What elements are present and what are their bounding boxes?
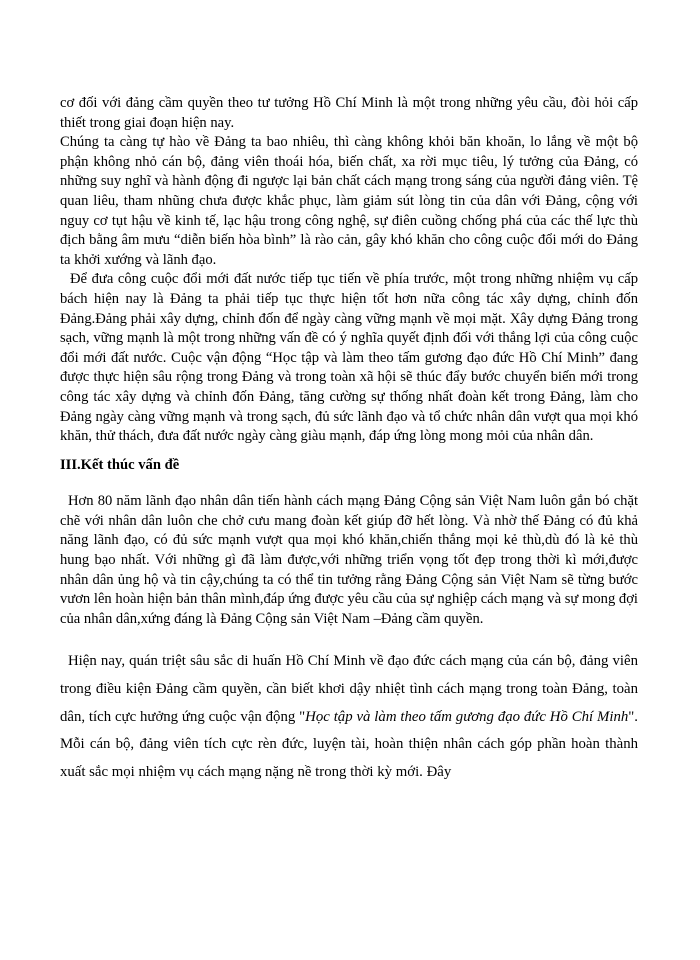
section-heading: III.Kết thúc vấn đề (60, 456, 180, 473)
paragraph-4: Hơn 80 năm lãnh đạo nhân dân tiến hành cách mạng Đảng Cộng sản Việt Nam luôn gắn bó chặt chẽ với nhân dân luôn che chở cưu mang đoàn kết giúp đỡ hết lòng. Và nhờ thế Đảng có đủ khả năng lãnh đạo, có đủ sức mạnh vượt qua mọi khó khăn,chiến thắng mọi kẻ thù,dù đó là kẻ thù hung bạo nhất. Với những gì đã làm được,với những triển vọng tốt đẹp trong thời kì mới,được nhân dân ủng hộ và tin cậy,chúng ta có thể tin tưởng rằng Đảng Cộng sản Việt Nam sẽ từng bước vươn lên hoàn hiện bản thân mình,đáp ứng được yêu cầu của sự nghiệp cách mạng và sự mong đợi của nhân dân,xứng đáng là Đảng Cộng sản Việt Nam –Đảng cầm quyền. (60, 493, 638, 627)
paragraph-1: cơ đối với đảng cầm quyền theo tư tưởng Hồ Chí Minh là một trong những yêu cầu, đòi hỏi cấp thiết trong giai đoạn hiện nay. (60, 95, 638, 131)
document-body (60, 94, 638, 786)
paragraph-5-start: Hiện nay, quán triệt sâu sắc di huấn Hồ Chí Minh về đạo đức cách mạng của cán bộ, đảng viên trong điều kiện Đảng cầm quyền, cần biết khơi dậy nhiệt tình cách mạng trong toàn Đảng, toàn dân, tích cực hưởng ứng cuộc vận động " (60, 653, 638, 725)
paragraph-5-italic: Học tập và làm theo tấm gương đạo đức Hồ Chí Minh (305, 708, 629, 725)
paragraph-5 (60, 648, 638, 786)
paragraph-5-end: ". Mỗi cán bộ, đảng viên tích cực rèn đức, luyện tài, hoàn thiện nhân cách góp phần hoàn thành xuất sắc mọi nhiệm vụ cách mạng nặng nề trong thời kỳ mới. Đây (60, 708, 638, 780)
paragraph-2: Chúng ta càng tự hào về Đảng ta bao nhiêu, thì càng không khỏi băn khoăn, lo lắng về một bộ phận không nhỏ cán bộ, đảng viên thoái hóa, biến chất, xa rời mục tiêu, lý tưởng của Đảng, có những suy nghĩ và hành động đi ngược lại bản chất cách mạng trong sáng của người đảng viên. Tệ quan liêu, tham nhũng chưa được khắc phục, làm giảm sút lòng tin của dân với Đảng, cộng với nguy cơ tụt hậu về kinh tế, lạc hậu trong công nghệ, sự điên cuồng chống phá của các thế lực thù địch bằng âm mưu “diễn biến hòa bình” là rào cản, gây khó khăn cho công cuộc đổi mới do Đảng ta khởi xướng và lãnh đạo. (60, 134, 638, 268)
paragraph-3: Để đưa công cuộc đổi mới đất nước tiếp tục tiến về phía trước, một trong những nhiệm vụ cấp bách hiện nay là Đảng ta phải tiếp tục thực hiện tốt hơn nữa công tác xây dựng, chỉnh đốn Đảng.Đảng phải xây dựng, chỉnh đốn để ngày càng vững mạnh về mọi mặt. Xây dựng Đảng trong sạch, vững mạnh là một trong những vấn đề có ý nghĩa quyết định đối với thắng lợi của công cuộc đổi mới đất nước. Cuộc vận động “Học tập và làm theo tấm gương đạo đức Hồ Chí Minh” đang được thực hiện sâu rộng trong Đảng và trong toàn xã hội sẽ thúc đẩy bước chuyển biến mới trong công tác xây dựng và chỉnh đốn Đảng, tăng cường sự thống nhất đoàn kết trong Đảng, làm cho Đảng ngày càng vững mạnh và trong sạch, đủ sức lãnh đạo và tổ chức nhân dân vượt qua mọi khó khăn, thử thách, đưa đất nước ngày càng giàu mạnh, đáp ứng lòng mong mỏi của nhân dân. (60, 271, 638, 445)
